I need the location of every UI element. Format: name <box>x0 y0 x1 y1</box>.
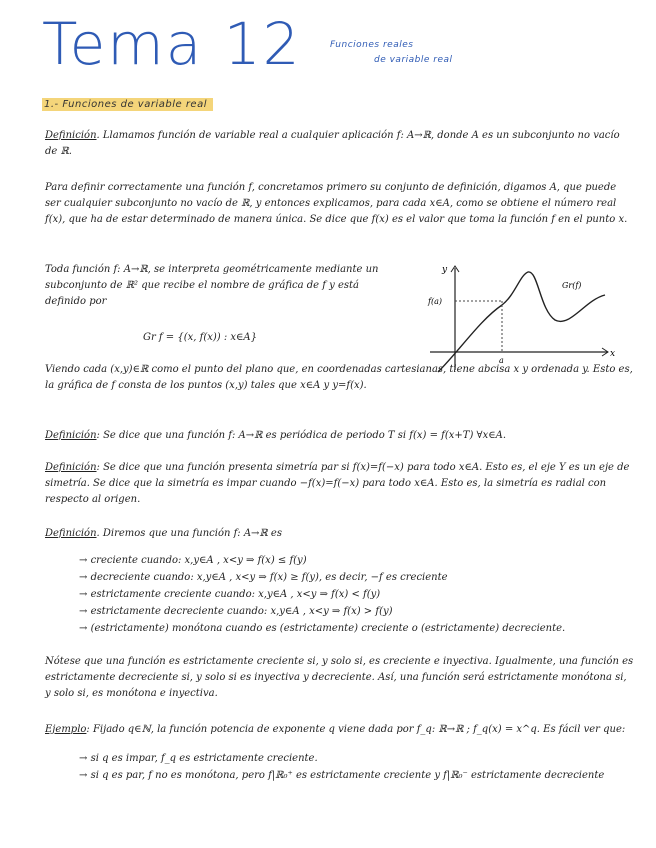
definition-4 <box>45 526 635 637</box>
definition-text: : Se dice que una función presenta simetría par si f(x)=f(−x) para todo x∈A. Esto es, el eje Y es un eje de simetría. Se dice que la simetría es impar cuando −f(x)=f(−x) para todo x∈A. Esto es, la simetría es radial con respecto al origen. <box>45 462 630 505</box>
a-label: a <box>499 356 504 365</box>
subtitle-line-2: de variable real <box>374 55 453 65</box>
page-subtitle <box>330 38 453 68</box>
section-heading: 1.- Funciones de variable real <box>42 98 213 111</box>
list-item: → estrictamente creciente cuando: x,y∈A , x<y ⇒ f(x) < f(y) <box>79 586 635 603</box>
list-item: → estrictamente decreciente cuando: x,y∈A , x<y ⇒ f(x) > f(y) <box>79 603 635 620</box>
monotonia-list <box>45 552 635 637</box>
paragraph-grafica: Toda función f: A→ℝ, se interpreta geométricamente mediante un subconjunto de ℝ² que recibe el nombre de gráfica de f y está definido por <box>45 264 379 307</box>
x-axis-label: x <box>610 349 616 359</box>
subtitle-line-1: Funciones reales <box>330 40 414 50</box>
definition-label: Definición <box>45 430 97 441</box>
list-item: → decreciente cuando: x,y∈A , x<y ⇒ f(x) ≥ f(y), es decir, −f es creciente <box>79 569 635 586</box>
paragraph-notese: Nótese que una función es estrictamente creciente si, y solo si, es creciente e inyectiva. Igualmente, una función es estrictamente decreciente si, y solo si es inyectiva y decreciente. Así, una función será estrictamente monótona si, y solo si, es monótona e inyectiva. <box>45 656 634 699</box>
curve-label: Gr(f) <box>562 281 582 290</box>
definition-text: . Diremos que una función f: A→ℝ es <box>96 528 282 539</box>
fa-label: f(a) <box>428 297 442 306</box>
list-item: → si q es impar, f_q es estrictamente creciente. <box>79 750 635 767</box>
list-item: → creciente cuando: x,y∈A , x<y ⇒ f(x) ≤ f(y) <box>79 552 635 569</box>
definition-label: Definición <box>45 528 97 539</box>
graph-formula: Gr f = {(x, f(x)) : x∈A} <box>142 332 258 343</box>
definition-label: Definición <box>45 130 97 141</box>
definition-label: Definición <box>45 462 97 473</box>
example-list <box>45 750 635 784</box>
y-axis-label: y <box>442 265 448 275</box>
list-item: → (estrictamente) monótona cuando es (estrictamente) creciente o (estrictamente) decreciente. <box>79 620 635 637</box>
list-item: → si q es par, f no es monótona, pero f|ℝ₀⁺ es estrictamente creciente y f|ℝ₀⁻ estrictamente decreciente <box>79 767 635 784</box>
page-title: Tema 12 <box>42 10 302 78</box>
definition-text: : Se dice que una función f: A→ℝ es periódica de periodo T si f(x) = f(x+T) ∀x∈A. <box>96 430 507 441</box>
example-label: Ejemplo <box>45 724 87 735</box>
paragraph-definir: Para definir correctamente una función f, concretamos primero su conjunto de definición, digamos A, que puede ser cualquier subconjunto no vacío de ℝ, y entonces explicamos, para cada x∈A, como se obtiene el número real f(x), que ha de estar determinado de manera única. Se dice que f(x) es el valor que toma la función f en el punto x. <box>45 182 628 225</box>
definition-3 <box>45 460 635 508</box>
definition-2 <box>45 428 635 444</box>
definition-text: . Llamamos función de variable real a cualquier aplicación f: A→ℝ, donde A es un subconjunto no vacío de ℝ. <box>45 130 620 157</box>
definition-1 <box>45 128 635 160</box>
example-block <box>45 722 635 784</box>
paragraph-coordenadas: Viendo cada (x,y)∈ℝ como el punto del plano que, en coordenadas cartesianas, tiene abcisa x y ordenada y. Esto es, la gráfica de f consta de los puntos (x,y) tales que x∈A y y=f(x). <box>45 364 633 391</box>
example-text: : Fijado q∈ℕ, la función potencia de exponente q viene dada por f_q: ℝ→ℝ ; f_q(x) = x^q. Es fácil ver que: <box>86 724 626 735</box>
